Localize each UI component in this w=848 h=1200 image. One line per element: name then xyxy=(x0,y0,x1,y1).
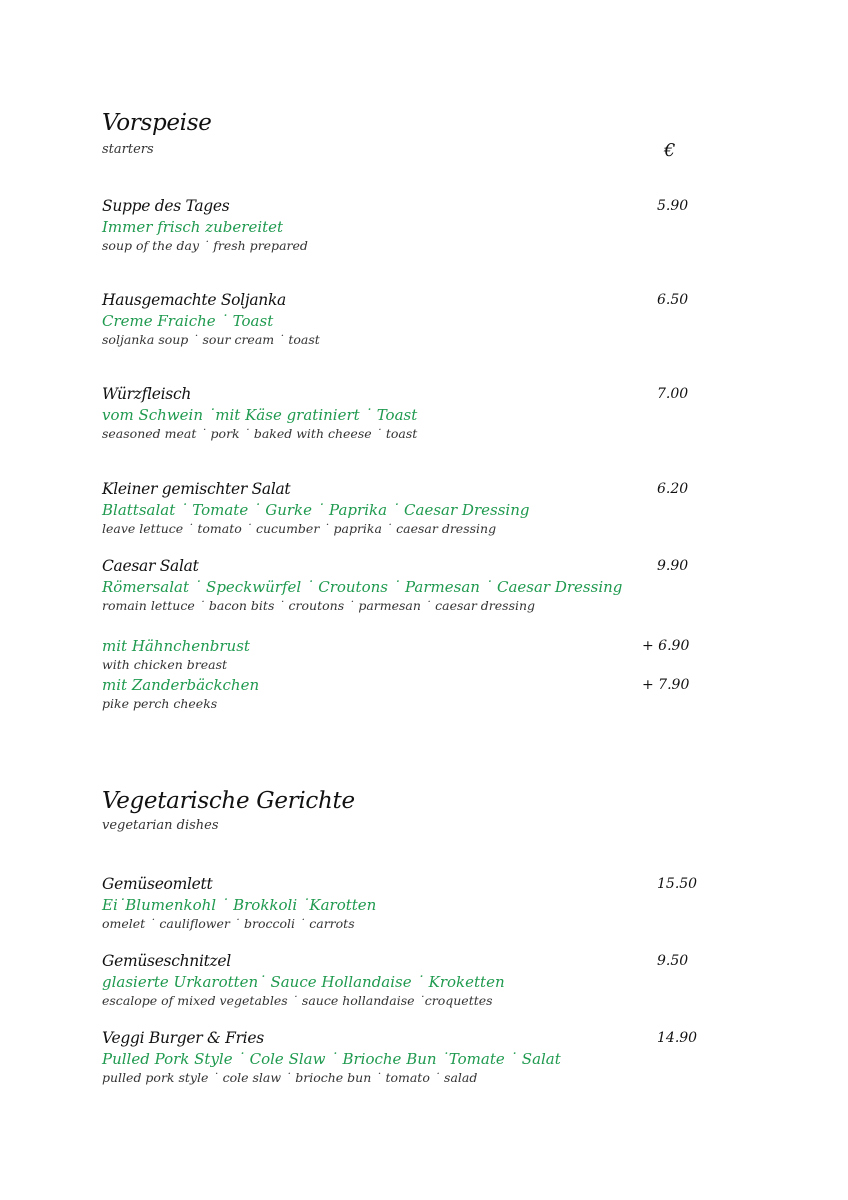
menu-item-description-de: vom Schwein ˙mit Käse gratiniert ˙ Toast xyxy=(102,406,418,424)
menu-extra-name-de: mit Hähnchenbrust xyxy=(102,637,250,655)
menu-item-description-de: Ei˙Blumenkohl ˙ Brokkoli ˙Karotten xyxy=(102,896,377,914)
menu-item-name: Gemüseschnitzel xyxy=(102,952,231,970)
menu-item-description-en: escalope of mixed vegetables ˙ sauce hollandaise ˙croquettes xyxy=(102,993,493,1008)
menu-item-price: 6.50 xyxy=(657,292,689,308)
section-subtitle-starters: starters xyxy=(102,142,154,157)
menu-item-description-en: soljanka soup ˙ sour cream ˙ toast xyxy=(102,332,320,347)
menu-item-description-de: Römersalat ˙ Speckwürfel ˙ Croutons ˙ Parmesan ˙ Caesar Dressing xyxy=(102,578,623,596)
menu-item-description-en: omelet ˙ cauliflower ˙ broccoli ˙ carrots xyxy=(102,916,355,931)
section-title-vegetarian: Vegetarische Gerichte xyxy=(102,788,355,814)
menu-item-price: 9.90 xyxy=(657,558,689,574)
menu-item-price: 9.50 xyxy=(657,953,689,969)
menu-item-description-de: Pulled Pork Style ˙ Cole Slaw ˙ Brioche Bun ˙Tomate ˙ Salat xyxy=(102,1050,561,1068)
menu-item-description-en: soup of the day ˙ fresh prepared xyxy=(102,238,308,253)
menu-item-description-en: romain lettuce ˙ bacon bits ˙ croutons ˙ parmesan ˙ caesar dressing xyxy=(102,598,536,613)
section-subtitle-vegetarian: vegetarian dishes xyxy=(102,818,219,833)
menu-extra-name-de: mit Zanderbäckchen xyxy=(102,676,260,694)
menu-extra-name-en: pike perch cheeks xyxy=(102,696,218,711)
menu-item-description-de: Creme Fraiche ˙ Toast xyxy=(102,312,274,330)
menu-item-description-de: glasierte Urkarotten˙ Sauce Hollandaise ˙ Kroketten xyxy=(102,973,505,991)
menu-item-description-en: leave lettuce ˙ tomato ˙ cucumber ˙ paprika ˙ caesar dressing xyxy=(102,521,497,536)
menu-item-name: Würzfleisch xyxy=(102,385,192,403)
section-title-starters: Vorspeise xyxy=(102,110,212,136)
menu-item-price: 7.00 xyxy=(657,386,689,402)
menu-extra-price: + 7.90 xyxy=(642,677,690,693)
menu-item-price: 14.90 xyxy=(657,1030,698,1046)
menu-item-name: Caesar Salat xyxy=(102,557,199,575)
menu-extra-price: + 6.90 xyxy=(642,638,690,654)
menu-item-description-de: Blattsalat ˙ Tomate ˙ Gurke ˙ Paprika ˙ Caesar Dressing xyxy=(102,501,530,519)
menu-item-name: Suppe des Tages xyxy=(102,197,230,215)
menu-item-name: Hausgemachte Soljanka xyxy=(102,291,286,309)
menu-item-price: 6.20 xyxy=(657,481,689,497)
menu-item-description-de: Immer frisch zubereitet xyxy=(102,218,284,236)
menu-item-description-en: seasoned meat ˙ pork ˙ baked with cheese ˙ toast xyxy=(102,426,418,441)
menu-extra-name-en: with chicken breast xyxy=(102,657,228,672)
menu-item-price: 5.90 xyxy=(657,198,689,214)
menu-item-description-en: pulled pork style ˙ cole slaw ˙ brioche bun ˙ tomato ˙ salad xyxy=(102,1070,478,1085)
menu-item-price: 15.50 xyxy=(657,876,698,892)
menu-item-name: Veggi Burger & Fries xyxy=(102,1029,264,1047)
menu-item-name: Gemüseomlett xyxy=(102,875,213,893)
currency-symbol: € xyxy=(664,140,676,161)
menu-item-name: Kleiner gemischter Salat xyxy=(102,480,291,498)
